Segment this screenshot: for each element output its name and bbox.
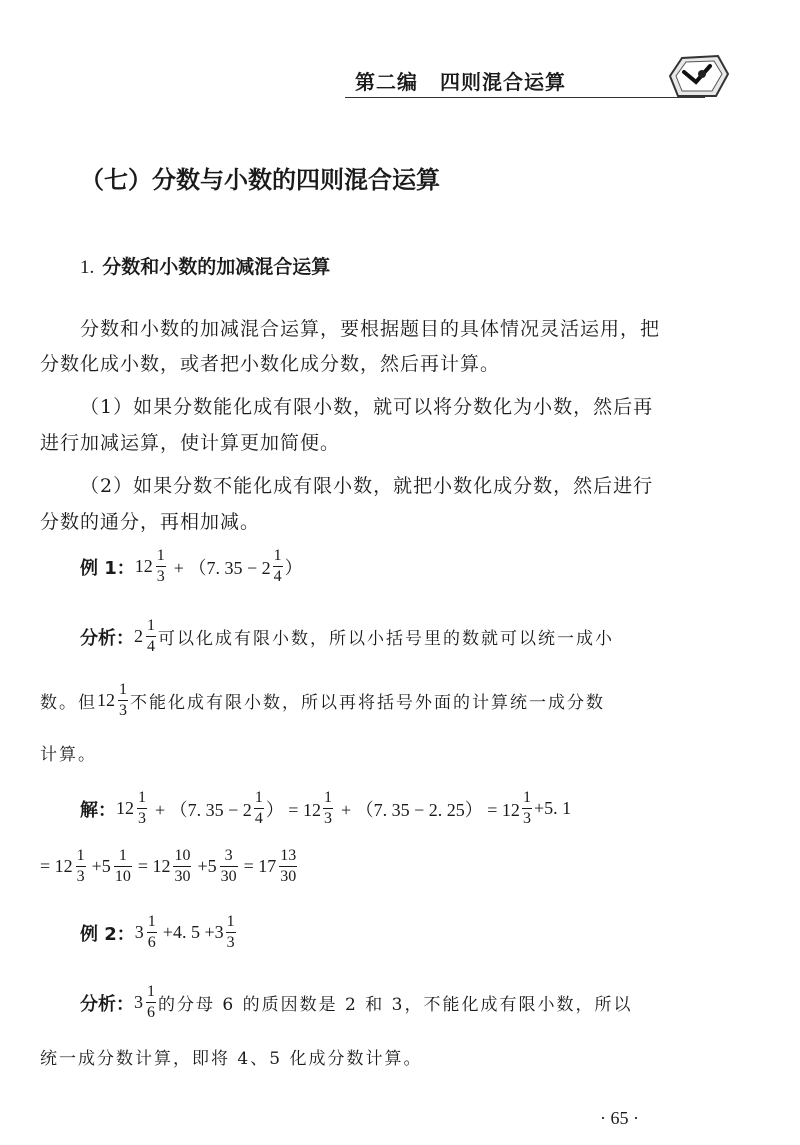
numerator: 1 xyxy=(119,681,127,698)
numerator: 1 xyxy=(147,913,156,930)
math-text: +5. 1 xyxy=(533,798,572,818)
math-text: +5 xyxy=(197,856,217,876)
page-number: · 65 · xyxy=(600,1108,639,1128)
numerator: 10 xyxy=(174,847,191,864)
fraction xyxy=(137,790,147,827)
analysis-text: 数。但 xyxy=(40,693,97,713)
rule2-line-1: （2）如果分数不能化成有限小数，就把小数化成分数，然后进行 xyxy=(80,475,654,497)
denominator: 3 xyxy=(323,810,332,827)
subsection-number: 1. xyxy=(80,257,95,278)
numerator: 1 xyxy=(522,789,531,806)
fraction xyxy=(254,790,264,827)
analysis1-line-1 xyxy=(80,618,614,655)
solution-line-2 xyxy=(40,848,299,885)
denominator: 3 xyxy=(522,810,531,827)
denominator: 10 xyxy=(114,868,131,885)
numerator: 13 xyxy=(280,847,297,864)
numerator: 1 xyxy=(323,789,332,806)
numerator: 1 xyxy=(273,547,282,564)
numerator: 1 xyxy=(226,913,235,930)
intro-line-2: 分数化成小数，或者把小数化成分数，然后再计算。 xyxy=(40,353,501,375)
math-text: +4. 5 +3 xyxy=(162,922,224,942)
numerator: 1 xyxy=(76,847,85,864)
subsection-title xyxy=(80,252,330,279)
analysis2-label: 分析： xyxy=(80,993,134,1015)
book-emblem-icon xyxy=(662,52,732,100)
math-text: = 12 xyxy=(137,856,171,876)
math-text: = 12 xyxy=(40,856,73,876)
math-text: ） xyxy=(284,557,303,578)
denominator: 3 xyxy=(226,934,235,951)
analysis1-line-3: 计算。 xyxy=(40,745,97,765)
denominator: 4 xyxy=(254,810,263,827)
fraction xyxy=(173,848,191,885)
denominator: 3 xyxy=(138,810,146,827)
fraction xyxy=(279,848,297,885)
section-title: （七）分数与小数的四则混合运算 xyxy=(80,166,440,194)
running-header xyxy=(355,66,566,95)
fraction xyxy=(220,848,238,885)
denominator: 4 xyxy=(273,568,282,585)
numerator: 1 xyxy=(147,983,155,1000)
denominator: 30 xyxy=(280,868,297,885)
math-text: + （7. 35 − 2. 25） = 12 xyxy=(340,799,520,820)
denominator: 6 xyxy=(147,1004,155,1021)
numerator: 1 xyxy=(147,617,155,634)
math-text: ） = 12 xyxy=(265,799,321,820)
fraction xyxy=(146,984,156,1021)
denominator: 4 xyxy=(147,638,155,655)
rule2-line-2: 分数的通分，再相加减。 xyxy=(40,511,261,533)
math-text: 12 xyxy=(134,556,153,576)
example2-line xyxy=(80,914,238,951)
solution-label: 解： xyxy=(80,799,116,821)
example1-line xyxy=(80,548,303,585)
numerator: 1 xyxy=(138,789,146,806)
solution-line-1 xyxy=(80,790,571,827)
math-text: +5 xyxy=(91,856,111,876)
denominator: 3 xyxy=(156,568,165,585)
analysis-text: 的分母 6 的质因数是 2 和 3，不能化成有限小数，所以 xyxy=(158,995,633,1015)
fraction xyxy=(522,790,532,827)
fraction xyxy=(273,548,283,585)
header-rule xyxy=(345,97,705,98)
numerator: 1 xyxy=(118,847,127,864)
fraction xyxy=(118,682,128,719)
math-text: + （7. 35 − 2 xyxy=(173,557,271,578)
example1-label: 例 1： xyxy=(80,557,135,579)
numerator: 3 xyxy=(224,847,233,864)
fraction xyxy=(226,914,236,951)
fraction xyxy=(323,790,333,827)
subsection-text: 分数和小数的加减混合运算 xyxy=(102,256,331,278)
example2-label: 例 2： xyxy=(80,923,135,945)
denominator: 6 xyxy=(147,934,156,951)
denominator: 3 xyxy=(119,702,127,719)
math-text: 12 xyxy=(116,798,134,818)
math-text: 3 xyxy=(134,992,143,1012)
math-text: 12 xyxy=(97,690,115,710)
numerator: 1 xyxy=(156,547,165,564)
numerator: 1 xyxy=(254,789,263,806)
analysis2-line-1 xyxy=(80,984,632,1021)
math-text: 3 xyxy=(134,922,144,942)
fraction xyxy=(147,914,157,951)
rule1-line-1: （1）如果分数能化成有限小数，就可以将分数化为小数，然后再 xyxy=(80,396,654,418)
denominator: 3 xyxy=(76,868,85,885)
header-title: 四则混合运算 xyxy=(440,70,566,94)
analysis1-line-2 xyxy=(40,682,605,719)
math-text: = 17 xyxy=(243,856,277,876)
rule1-line-2: 进行加减运算，使计算更加简便。 xyxy=(40,432,341,454)
fraction xyxy=(156,548,166,585)
analysis-text: 不能化成有限小数，所以再将括号外面的计算统一成分数 xyxy=(130,693,605,713)
header-part: 第二编 xyxy=(355,70,418,94)
math-text: + （7. 35 − 2 xyxy=(155,799,252,820)
math-text: 2 xyxy=(134,626,143,646)
analysis2-line-2: 统一成分数计算，即将 4、5 化成分数计算。 xyxy=(40,1049,423,1069)
analysis1-label: 分析： xyxy=(80,627,134,649)
denominator: 30 xyxy=(174,868,191,885)
denominator: 30 xyxy=(220,868,237,885)
analysis-text: 可以化成有限小数，所以小括号里的数就可以统一成小 xyxy=(158,629,614,649)
fraction xyxy=(146,618,156,655)
fraction xyxy=(76,848,86,885)
intro-line-1: 分数和小数的加减混合运算，要根据题目的具体情况灵活运用，把 xyxy=(80,318,661,340)
fraction xyxy=(114,848,132,885)
